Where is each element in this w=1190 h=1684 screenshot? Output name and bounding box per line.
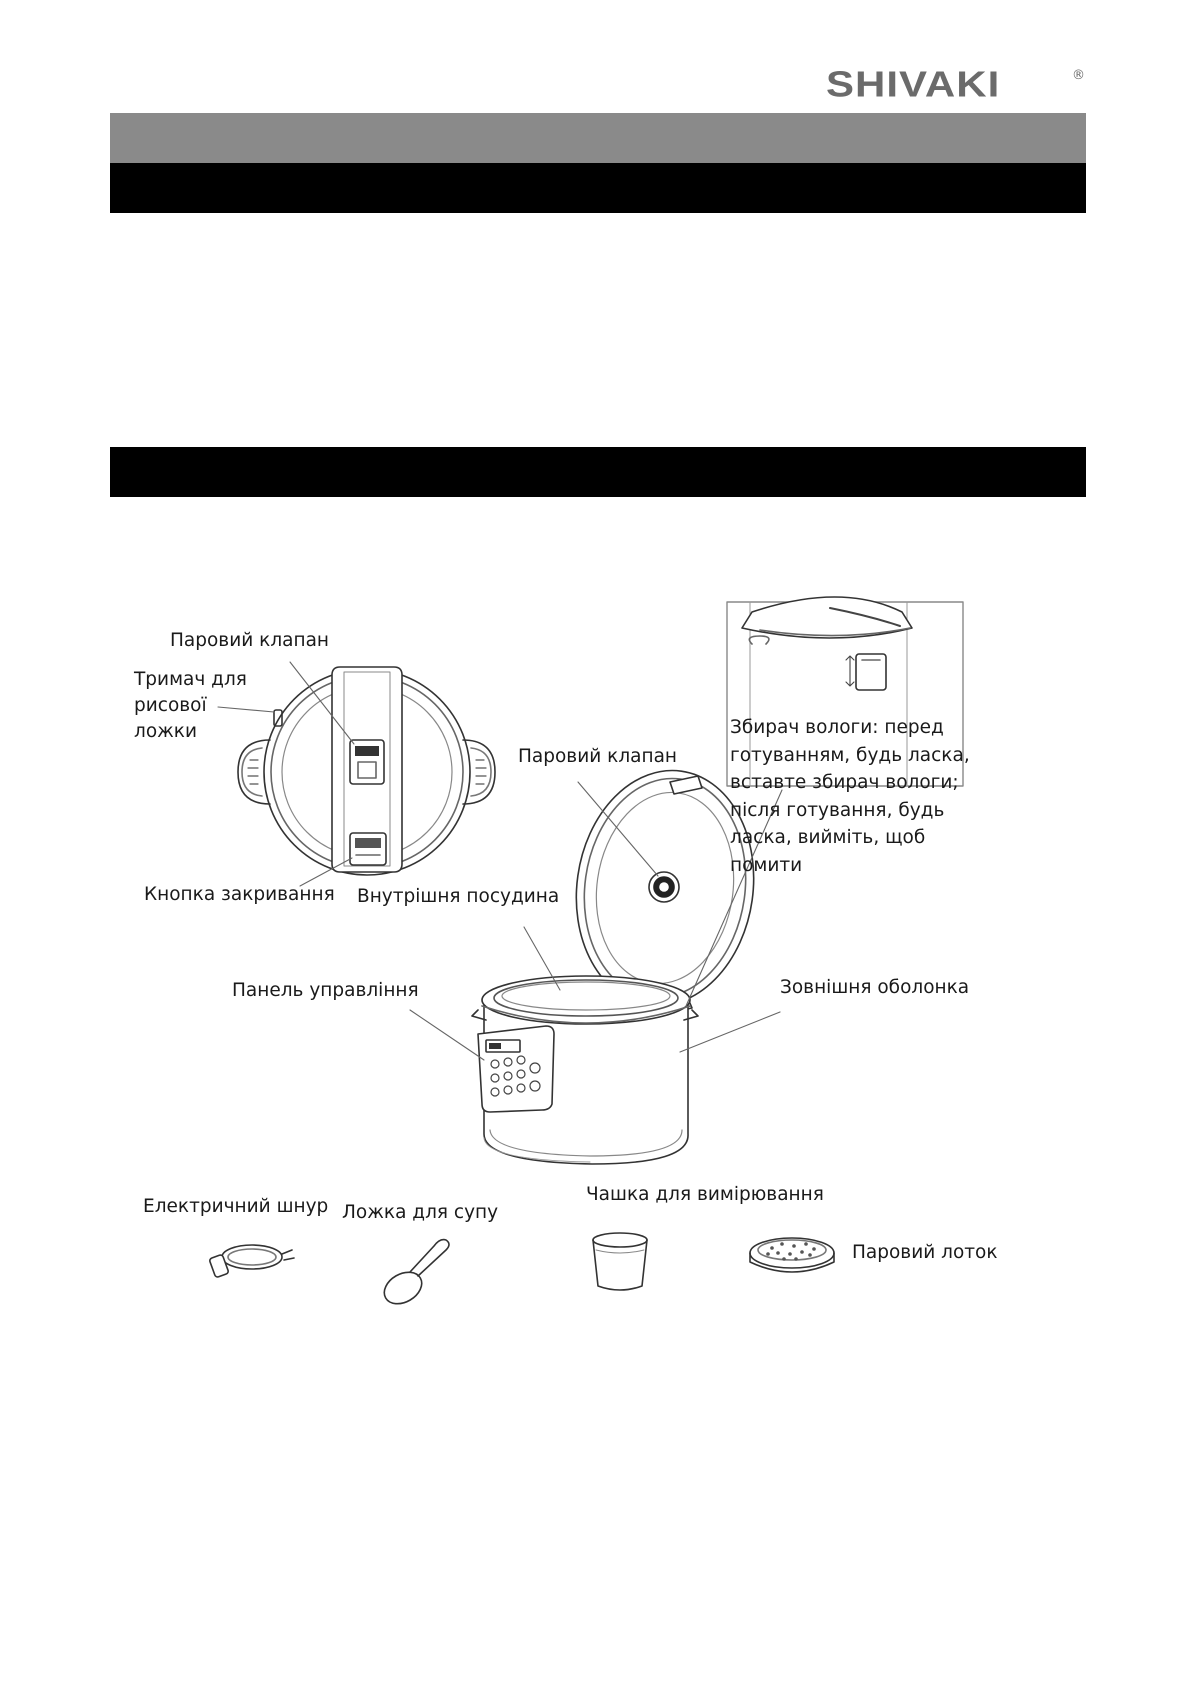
- steam-tray-drawing: [750, 1238, 834, 1272]
- label-measuring-cup: Чашка для вимірювання: [586, 1184, 824, 1205]
- label-close-button: Кнопка закривання: [144, 884, 335, 905]
- label-outer-shell: Зовнішня оболонка: [780, 977, 970, 998]
- cooker-open-view: [472, 759, 769, 1164]
- brand-logo-text: SHIVAKI: [826, 64, 1001, 105]
- soup-spoon-drawing: [379, 1240, 449, 1311]
- power-cord-drawing: [209, 1245, 294, 1278]
- measuring-cup-drawing: [593, 1233, 647, 1290]
- registered-mark: ®: [1072, 68, 1085, 83]
- label-moisture-collector: Збирач вологи: перед готуванням, будь ласка, вставте збирач вологи; після готування, будь ласка, вийміть, щоб помити: [730, 717, 970, 876]
- label-inner-pot: Внутрішня посудина: [357, 886, 560, 907]
- label-spoon-holder: Тримач для рисової ложки: [134, 669, 247, 742]
- label-steam-tray: Паровий лоток: [852, 1242, 998, 1263]
- label-soup-spoon: Ложка для супу: [342, 1202, 499, 1223]
- label-control-panel: Панель управління: [232, 980, 419, 1001]
- cooker-top-view: [238, 667, 495, 875]
- label-steam-valve-lid: Паровий клапан: [518, 746, 678, 767]
- label-power-cord: Електричний шнур: [143, 1196, 329, 1217]
- label-steam-valve-top: Паровий клапан: [170, 630, 330, 651]
